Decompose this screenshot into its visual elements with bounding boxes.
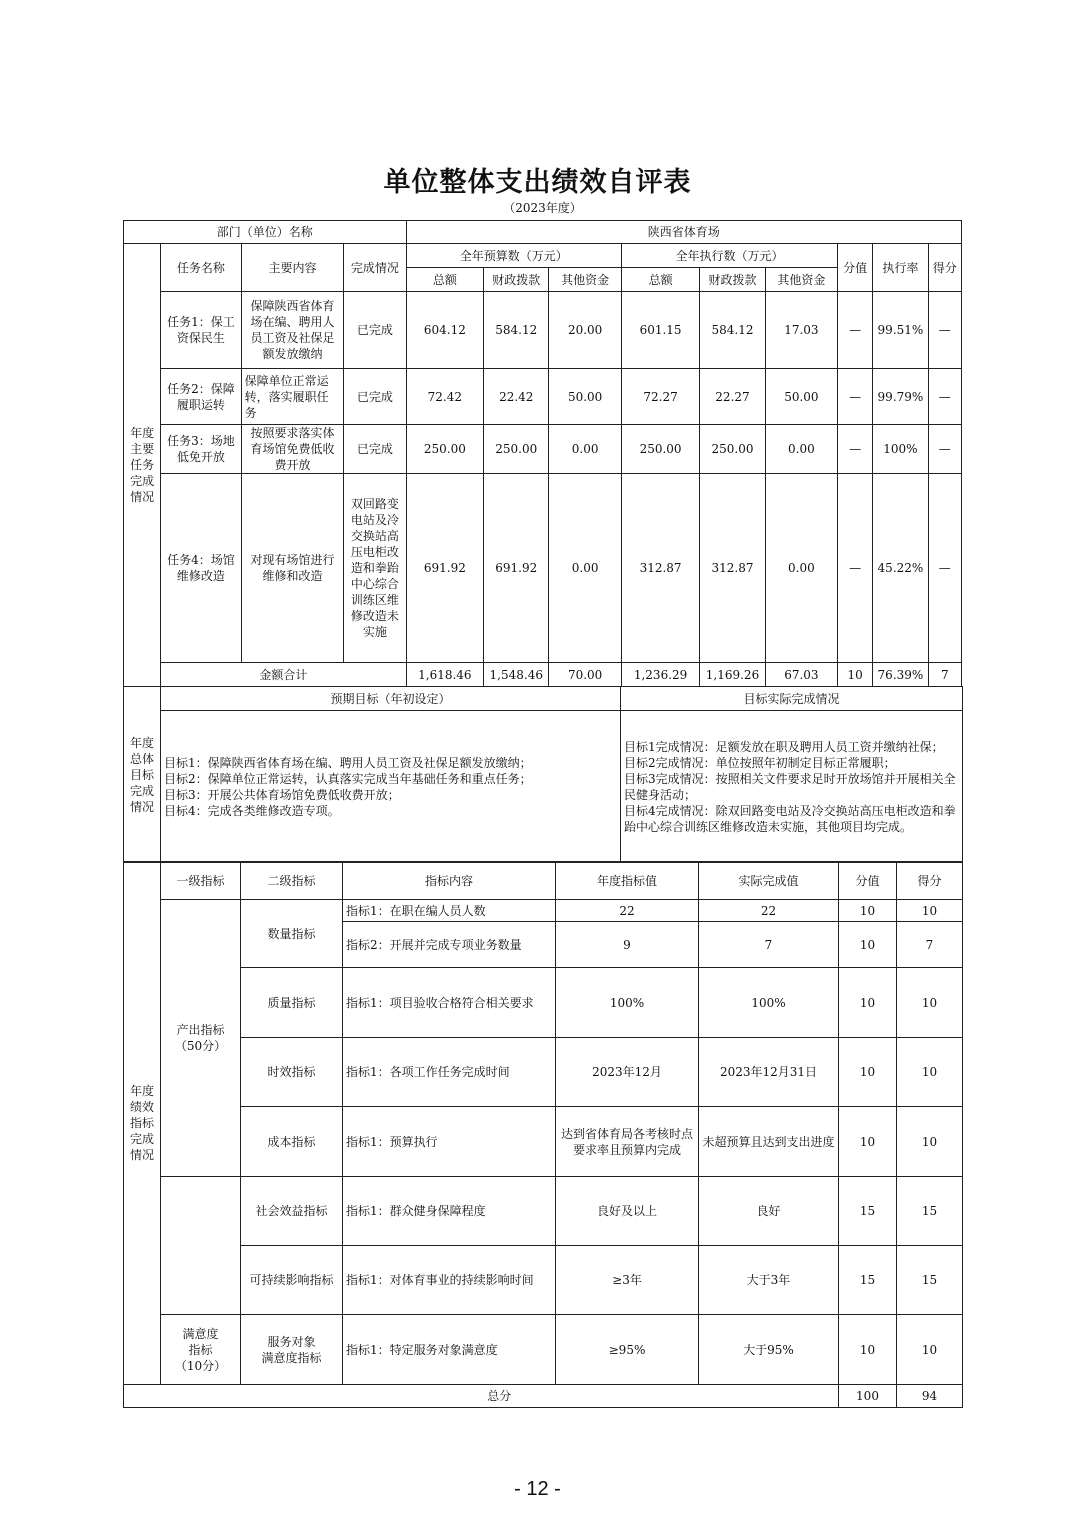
indicator-target: 9 bbox=[556, 922, 699, 968]
task-budget-fiscal: 691.92 bbox=[484, 474, 549, 663]
task-budget-other: 0.00 bbox=[549, 474, 621, 663]
task-budget-fiscal: 584.12 bbox=[484, 292, 549, 369]
indicator-actual: 良好 bbox=[699, 1177, 839, 1246]
sum-score: 7 bbox=[928, 663, 961, 687]
indicator-content: 指标1：群众健身保障程度 bbox=[343, 1177, 556, 1246]
task-exec-rate: 45.22% bbox=[873, 474, 928, 663]
page-subtitle: （2023年度） bbox=[503, 201, 582, 215]
task-exec-total: 601.15 bbox=[621, 292, 699, 369]
header-level2: 二级指标 bbox=[241, 862, 343, 900]
indicator-actual: 大于3年 bbox=[699, 1246, 839, 1315]
dept-value: 陕西省体育场 bbox=[406, 221, 961, 244]
task-exec-rate: 99.79% bbox=[873, 369, 928, 425]
indicator-target: 良好及以上 bbox=[556, 1177, 699, 1246]
task-exec-other: 50.00 bbox=[765, 369, 837, 425]
indicator-target: ≥3年 bbox=[556, 1246, 699, 1315]
indicator-row bbox=[124, 900, 963, 922]
task-score-value: — bbox=[838, 474, 873, 663]
total-table bbox=[123, 1384, 963, 1408]
task-content: 保障陕西省体育场在编、聘用人员工资及社保足额发放缴纳 bbox=[241, 292, 344, 369]
level2-indicator: 时效指标 bbox=[241, 1038, 343, 1107]
indicator-score: 10 bbox=[897, 1107, 963, 1177]
task-name: 任务4：场馆维修改造 bbox=[161, 474, 241, 663]
indicator-content: 指标1：项目验收合格符合相关要求 bbox=[343, 968, 556, 1038]
indicator-score-value: 10 bbox=[839, 900, 897, 922]
indicator-score-value: 10 bbox=[839, 1107, 897, 1177]
indicator-target: ≥95% bbox=[556, 1315, 699, 1385]
level2-indicator: 可持续影响指标 bbox=[241, 1246, 343, 1315]
task-name: 任务3：场地低免开放 bbox=[161, 425, 241, 474]
header-score: 得分 bbox=[897, 862, 963, 900]
header-actual: 实际完成值 bbox=[699, 862, 839, 900]
indicator-row bbox=[124, 1315, 963, 1385]
task-status: 双回路变电站及冷交换站高压电柜改造和拳跆中心综合训练区维修改造未实施 bbox=[344, 474, 406, 663]
task-status: 已完成 bbox=[344, 425, 406, 474]
indicator-actual: 100% bbox=[699, 968, 839, 1038]
header-budget-total: 总额 bbox=[406, 268, 483, 292]
task-budget-total: 72.42 bbox=[406, 369, 483, 425]
task-budget-other: 50.00 bbox=[549, 369, 621, 425]
task-exec-fiscal: 250.00 bbox=[700, 425, 765, 474]
task-name: 任务2：保障履职运转 bbox=[161, 369, 241, 425]
task-exec-other: 17.03 bbox=[765, 292, 837, 369]
task-budget-total: 250.00 bbox=[406, 425, 483, 474]
task-name: 任务1：保工资保民生 bbox=[161, 292, 241, 369]
expected-goal-header: 预期目标（年初设定） bbox=[161, 687, 621, 711]
header-status: 完成情况 bbox=[344, 244, 406, 292]
level2-indicator: 质量指标 bbox=[241, 968, 343, 1038]
task-score: — bbox=[928, 425, 961, 474]
header-score-value: 分值 bbox=[839, 862, 897, 900]
indicator-content: 指标2：开展并完成专项业务数量 bbox=[343, 922, 556, 968]
task-score-value: — bbox=[838, 292, 873, 369]
task-budget-fiscal: 250.00 bbox=[484, 425, 549, 474]
expected-goals: 目标1：保障陕西省体育场在编、聘用人员工资及社保足额发放缴纳； 目标2：保障单位正常运转，认真落实完成当年基础任务和重点任务； 目标3：开展公共体育场馆免费低收费开放； 目标4：完成各类维修改造专项。 bbox=[161, 711, 621, 863]
task-exec-fiscal: 584.12 bbox=[700, 292, 765, 369]
task-exec-total: 250.00 bbox=[621, 425, 699, 474]
header-score: 得分 bbox=[928, 244, 961, 292]
indicator-row bbox=[124, 1038, 963, 1107]
indicator-target: 22 bbox=[556, 900, 699, 922]
section1-label: 年度 主要 任务 完成 情况 bbox=[124, 244, 161, 687]
output-indicator-label: 产出指标 （50分） bbox=[161, 900, 241, 1177]
header-target: 年度指标值 bbox=[556, 862, 699, 900]
page-number: - 12 - bbox=[514, 1478, 561, 1500]
section2-label: 年度 总体 目标 完成 情况 bbox=[124, 687, 161, 863]
task-score: — bbox=[928, 474, 961, 663]
sum-exec-fiscal: 1,169.26 bbox=[700, 663, 765, 687]
task-row bbox=[124, 369, 962, 425]
header-task-name: 任务名称 bbox=[161, 244, 241, 292]
indicator-actual: 7 bbox=[699, 922, 839, 968]
task-row bbox=[124, 292, 962, 369]
actual-goal-header: 目标实际完成情况 bbox=[621, 687, 963, 711]
indicator-content: 指标1：在职在编人员人数 bbox=[343, 900, 556, 922]
indicator-score: 15 bbox=[897, 1177, 963, 1246]
header-level1: 一级指标 bbox=[161, 862, 241, 900]
total-score-value: 100 bbox=[839, 1385, 897, 1408]
header-exec-other: 其他资金 bbox=[765, 268, 837, 292]
indicator-target: 2023年12月 bbox=[556, 1038, 699, 1107]
total-row bbox=[124, 1385, 963, 1408]
task-budget-fiscal: 22.42 bbox=[484, 369, 549, 425]
sum-exec-total: 1,236.29 bbox=[621, 663, 699, 687]
header-budget-other: 其他资金 bbox=[549, 268, 621, 292]
indicator-target: 达到省体育局各考核时点要求率且预算内完成 bbox=[556, 1107, 699, 1177]
task-content: 对现有场馆进行维修和改造 bbox=[241, 474, 344, 663]
level2-indicator: 服务对象 满意度指标 bbox=[241, 1315, 343, 1385]
sum-row bbox=[124, 663, 962, 687]
indicator-score: 10 bbox=[897, 968, 963, 1038]
indicators-table bbox=[123, 861, 963, 1385]
task-content: 按照要求落实体育场馆免费低收费开放 bbox=[241, 425, 344, 474]
indicator-score: 10 bbox=[897, 1315, 963, 1385]
indicator-score-value: 10 bbox=[839, 922, 897, 968]
header-content: 指标内容 bbox=[343, 862, 556, 900]
level2-indicator: 成本指标 bbox=[241, 1107, 343, 1177]
task-exec-other: 0.00 bbox=[765, 474, 837, 663]
task-row bbox=[124, 474, 962, 663]
task-status: 已完成 bbox=[344, 292, 406, 369]
indicator-row bbox=[124, 1107, 963, 1177]
total-label: 总分 bbox=[161, 1385, 839, 1408]
indicator-score: 10 bbox=[897, 900, 963, 922]
indicator-content: 指标1：预算执行 bbox=[343, 1107, 556, 1177]
indicator-target: 100% bbox=[556, 968, 699, 1038]
indicator-content: 指标1：特定服务对象满意度 bbox=[343, 1315, 556, 1385]
level2-indicator: 数量指标 bbox=[241, 900, 343, 968]
indicator-content: 指标1：对体育事业的持续影响时间 bbox=[343, 1246, 556, 1315]
sum-exec-rate: 76.39% bbox=[873, 663, 928, 687]
indicator-content: 指标1：各项工作任务完成时间 bbox=[343, 1038, 556, 1107]
total-blank bbox=[124, 1385, 161, 1408]
indicator-score: 15 bbox=[897, 1246, 963, 1315]
sum-budget-fiscal: 1,548.46 bbox=[484, 663, 549, 687]
header-budget-fiscal: 财政拨款 bbox=[484, 268, 549, 292]
indicator-row bbox=[124, 1246, 963, 1315]
task-score-value: — bbox=[838, 425, 873, 474]
indicator-actual: 22 bbox=[699, 900, 839, 922]
header-exec-group: 全年执行数（万元） bbox=[621, 244, 837, 268]
task-score-value: — bbox=[838, 369, 873, 425]
sum-score-value: 10 bbox=[838, 663, 873, 687]
indicator-row bbox=[124, 968, 963, 1038]
header-score-value: 分值 bbox=[838, 244, 873, 292]
task-exec-fiscal: 22.27 bbox=[700, 369, 765, 425]
task-exec-rate: 99.51% bbox=[873, 292, 928, 369]
goals-table bbox=[123, 686, 963, 863]
task-exec-rate: 100% bbox=[873, 425, 928, 474]
level2-indicator: 社会效益指标 bbox=[241, 1177, 343, 1246]
indicator-score-value: 10 bbox=[839, 1315, 897, 1385]
task-score: — bbox=[928, 369, 961, 425]
actual-goals: 目标1完成情况：足额发放在职及聘用人员工资并缴纳社保； 目标2完成情况：单位按照年初制定目标正常履职； 目标3完成情况：按照相关文件要求足时开放场馆并开展相关全民健身活动； 目标4完成情况：除双回路变电站及冷交换站高压电柜改造和拳跆中心综合训练区维修改造未实施，其他项目均完成。 bbox=[621, 711, 963, 863]
task-exec-total: 72.27 bbox=[621, 369, 699, 425]
task-content: 保障单位正常运转，落实履职任务 bbox=[241, 369, 344, 425]
indicator-score-value: 15 bbox=[839, 1246, 897, 1315]
sum-budget-other: 70.00 bbox=[549, 663, 621, 687]
indicator-score-value: 10 bbox=[839, 968, 897, 1038]
task-budget-other: 20.00 bbox=[549, 292, 621, 369]
task-exec-fiscal: 312.87 bbox=[700, 474, 765, 663]
sum-budget-total: 1,618.46 bbox=[406, 663, 483, 687]
header-exec-total: 总额 bbox=[621, 268, 699, 292]
satisfaction-indicator-label: 满意度 指标 （10分） bbox=[161, 1315, 241, 1385]
task-score: — bbox=[928, 292, 961, 369]
dept-label: 部门（单位）名称 bbox=[124, 221, 407, 244]
indicator-actual: 未超预算且达到支出进度 bbox=[699, 1107, 839, 1177]
indicator-score: 10 bbox=[897, 1038, 963, 1107]
effect-indicator-label bbox=[161, 1177, 241, 1315]
header-exec-rate: 执行率 bbox=[873, 244, 928, 292]
task-budget-other: 0.00 bbox=[549, 425, 621, 474]
page-title: 单位整体支出绩效自评表 bbox=[383, 167, 692, 198]
sum-label: 金额合计 bbox=[161, 663, 406, 687]
sum-exec-other: 67.03 bbox=[765, 663, 837, 687]
section3-label: 年度 绩效 指标 完成 情况 bbox=[124, 862, 161, 1385]
header-budget-group: 全年预算数（万元） bbox=[406, 244, 621, 268]
header-main-content: 主要内容 bbox=[241, 244, 344, 292]
indicator-row bbox=[124, 1177, 963, 1246]
task-row bbox=[124, 425, 962, 474]
task-exec-other: 0.00 bbox=[765, 425, 837, 474]
indicator-actual: 大于95% bbox=[699, 1315, 839, 1385]
total-score: 94 bbox=[897, 1385, 963, 1408]
task-budget-total: 691.92 bbox=[406, 474, 483, 663]
indicator-score-value: 15 bbox=[839, 1177, 897, 1246]
header-exec-fiscal: 财政拨款 bbox=[700, 268, 765, 292]
indicator-score-value: 10 bbox=[839, 1038, 897, 1107]
indicator-score: 7 bbox=[897, 922, 963, 968]
task-status: 已完成 bbox=[344, 369, 406, 425]
tasks-table bbox=[123, 220, 962, 687]
task-exec-total: 312.87 bbox=[621, 474, 699, 663]
indicator-actual: 2023年12月31日 bbox=[699, 1038, 839, 1107]
task-budget-total: 604.12 bbox=[406, 292, 483, 369]
